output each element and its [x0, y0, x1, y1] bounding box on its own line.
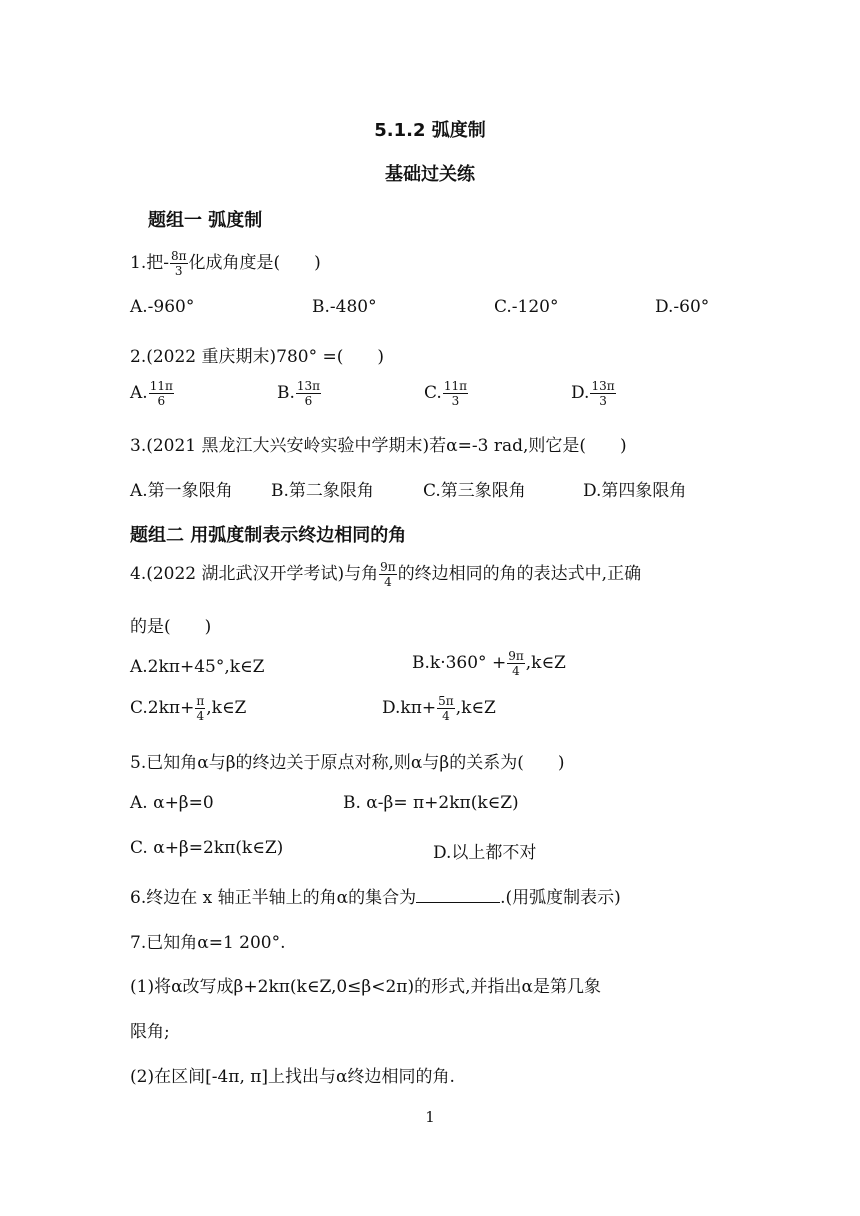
q2-option-d-label: D. [571, 383, 590, 403]
q4-option-c [130, 695, 246, 722]
q3-option-b: B.第二象限角 [271, 481, 374, 501]
fraction [195, 695, 205, 722]
page-subtitle: 基础过关练 [385, 164, 475, 185]
q5-option-b: B. α-β= π+2kπ(k∈Z) [343, 793, 519, 813]
question-1-post: 化成角度是( ) [188, 253, 321, 273]
q4-option-b [412, 650, 566, 677]
fraction-numerator: 9π [380, 560, 396, 574]
fraction [296, 380, 321, 407]
fraction-denominator: 4 [512, 664, 520, 678]
fraction-denominator: 4 [442, 709, 450, 723]
page-title: 5.1.2 弧度制 [374, 120, 486, 141]
q2-option-a [130, 380, 175, 407]
q2-option-c-label: C. [424, 383, 442, 403]
q4-option-b-pre: B.k·360° + [412, 653, 507, 673]
q4-option-d [382, 695, 496, 722]
group-heading-2: 题组二 用弧度制表示终边相同的角 [130, 525, 407, 546]
q5-option-a: A. α+β=0 [130, 793, 214, 813]
q2-option-d [571, 380, 617, 407]
fraction-numerator: 13π [591, 379, 615, 393]
fraction [507, 650, 525, 677]
fraction-denominator: 3 [599, 394, 607, 408]
fraction-denominator: 6 [304, 394, 313, 408]
fraction-denominator: 4 [196, 709, 205, 723]
fraction [437, 695, 455, 722]
q4-option-c-post: ,k∈Z [206, 698, 247, 718]
fraction-numerator: 13π [296, 379, 321, 393]
fraction-numerator: 5π [438, 694, 454, 708]
question-6-pre: 6.终边在 x 轴正半轴上的角α的集合为 [130, 888, 417, 908]
question-4-post: 的终边相同的角的表达式中,正确 [397, 564, 642, 584]
question-4-pre: 4.(2022 湖北武汉开学考试)与角 [130, 564, 379, 584]
q5-option-d: D.以上都不对 [433, 843, 537, 863]
fraction-numerator: 9π [508, 649, 524, 663]
question-4-stem [130, 559, 641, 588]
q4-option-a: A.2kπ+45°,k∈Z [130, 657, 265, 677]
fraction-numerator: 11π [149, 379, 173, 393]
fraction [379, 561, 397, 588]
fraction [149, 380, 174, 407]
question-3-stem: 3.(2021 黑龙江大兴安岭实验中学期末)若α=-3 rad,则它是( ) [130, 436, 627, 456]
question-2-stem: 2.(2022 重庆期末)780° =( ) [130, 347, 385, 367]
fraction-denominator: 3 [451, 394, 460, 408]
q1-option-b: B.-480° [312, 297, 377, 317]
fraction [443, 380, 468, 407]
fraction-denominator: 6 [157, 394, 166, 408]
q2-option-b-label: B. [277, 383, 295, 403]
q3-option-c: C.第三象限角 [423, 481, 526, 501]
q3-option-d: D.第四象限角 [583, 481, 687, 501]
answer-blank[interactable] [416, 888, 500, 903]
fraction [590, 380, 615, 407]
group-heading-1: 题组一 弧度制 [148, 210, 263, 231]
question-7-part2: (2)在区间[-4π, π]上找出与α终边相同的角. [130, 1067, 455, 1087]
fraction-denominator: 4 [384, 575, 392, 589]
q4-option-c-pre: C.2kπ+ [130, 698, 195, 718]
question-7-part1-line1: (1)将α改写成β+2kπ(k∈Z,0≤β<2π)的形式,并指出α是第几象 [130, 977, 601, 997]
q2-option-c [424, 380, 469, 407]
q4-option-b-post: ,k∈Z [525, 653, 566, 673]
question-6-post: .(用弧度制表示) [500, 888, 621, 908]
question-6-stem [130, 883, 621, 908]
fraction [170, 250, 188, 277]
fraction-numerator: π [196, 694, 205, 708]
q4-option-d-post: ,k∈Z [455, 698, 496, 718]
q2-option-b [277, 380, 322, 407]
question-4-line2: 的是( ) [130, 617, 212, 637]
fraction-denominator: 3 [174, 264, 183, 278]
question-7-stem: 7.已知角α=1 200°. [130, 933, 286, 953]
q2-option-a-label: A. [130, 383, 148, 403]
q1-option-c: C.-120° [494, 297, 559, 317]
question-1-stem [130, 248, 321, 277]
q3-option-a: A.第一象限角 [130, 481, 233, 501]
question-1-pre: 1.把- [130, 253, 169, 273]
question-5-stem: 5.已知角α与β的终边关于原点对称,则α与β的关系为( ) [130, 753, 565, 773]
fraction-numerator: 8π [170, 249, 187, 263]
q5-option-c: C. α+β=2kπ(k∈Z) [130, 838, 284, 858]
q4-option-d-pre: D.kπ+ [382, 698, 437, 718]
q1-option-a: A.-960° [130, 297, 195, 317]
page-number: 1 [425, 1108, 435, 1126]
fraction-numerator: 11π [443, 379, 467, 393]
q1-option-d: D.-60° [655, 297, 710, 317]
question-7-part1-line2: 限角; [130, 1022, 170, 1042]
